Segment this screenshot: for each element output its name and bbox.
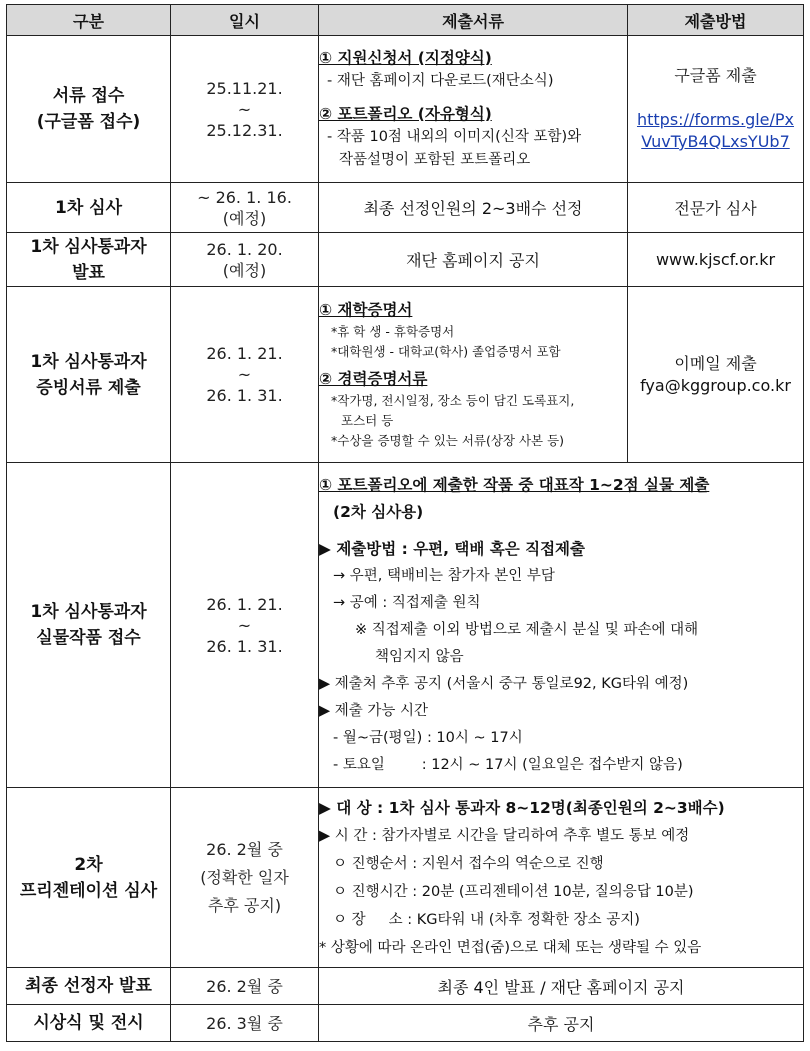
documents-cell: 추후 공지: [319, 1005, 804, 1042]
category-cell: [7, 968, 171, 1005]
category-line: 2차: [74, 854, 103, 875]
table-row: [7, 233, 804, 287]
category-line: 1차 심사통과자: [30, 351, 147, 372]
date-line: 26. 1. 31.: [206, 386, 283, 405]
website-link[interactable]: www.kjscf.or.kr: [628, 233, 804, 287]
documents-cell: 최종 4인 발표 / 재단 홈페이지 공지: [319, 968, 804, 1005]
doc-line: ▶ 제출처 추후 공지 (서울시 중구 통일로92, KG타워 예정): [319, 675, 689, 692]
email-link[interactable]: fya@kggroup.co.kr: [640, 375, 791, 395]
doc-line: ㅇ 진행시간 : 20분 (프리젠테이션 10분, 질의응답 10분): [333, 883, 694, 900]
category-cell: [7, 1005, 171, 1042]
doc-line: - 월~금(평일) : 10시 ~ 17시: [333, 729, 523, 746]
category-line: 1차 심사통과자: [30, 602, 147, 622]
doc-line: ㅇ 진행순서 : 지원서 접수의 역순으로 진행: [333, 855, 604, 872]
documents-cell: [319, 36, 628, 183]
doc-line: * 상황에 따라 온라인 면접(줌)으로 대체 또는 생략될 수 있음: [319, 939, 702, 956]
date-line: (예정): [222, 260, 267, 280]
table-row: [7, 183, 804, 233]
doc-line: ㅇ 장 소 : KG타워 내 (차후 정확한 장소 공지): [333, 911, 640, 928]
date-line: 26. 2월 중: [206, 976, 283, 996]
category-cell: [7, 183, 171, 233]
doc-line: ※ 직접제출 이외 방법으로 제출시 분실 및 파손에 대해: [355, 621, 699, 638]
category-line: 실물작품 접수: [36, 628, 141, 648]
method-cell: [628, 287, 804, 463]
documents-cell: 최종 선정인원의 2~3배수 선정: [319, 183, 628, 233]
header-method: 제출방법: [628, 5, 804, 36]
doc-line: ▶ 시 간 : 참가자별로 시간을 달리하여 추후 별도 통보 예정: [319, 827, 690, 844]
link-line[interactable]: VuvTyB4QLxsYUb7: [641, 132, 790, 151]
category-line: 1차 심사: [54, 197, 122, 218]
date-line: 26. 1. 21.: [206, 594, 283, 614]
date-line: 26. 3월 중: [206, 1013, 283, 1033]
doc-item-title: ② 경력증명서류: [319, 369, 428, 388]
header-date: 일시: [171, 5, 319, 36]
doc-line: ▶ 제출 가능 시간: [319, 702, 429, 719]
header-category: 구분: [7, 5, 171, 36]
date-line: 26. 2월 중: [206, 839, 283, 859]
doc-line: → 공예 : 직접제출 원칙: [333, 594, 481, 611]
date-cell: [171, 287, 319, 463]
method-cell: 전문가 심사: [628, 183, 804, 233]
date-line: 25.12.31.: [206, 120, 283, 140]
date-line: 26. 1. 20.: [206, 239, 283, 259]
method-text: 구글폼 제출: [674, 66, 757, 85]
link-line[interactable]: https://forms.gle/Px: [636, 110, 795, 129]
doc-item-detail: - 작품 10점 내외의 이미지(신작 포함)와: [327, 128, 582, 145]
category-line: 시상식 및 전시: [33, 1013, 144, 1033]
doc-item-detail: 작품설명이 포함된 포트폴리오: [339, 151, 531, 168]
doc-line: 책임지지 않음: [375, 648, 464, 665]
date-line: 26. 1. 31.: [206, 636, 283, 656]
category-line: (구글폼 접수): [36, 112, 141, 132]
doc-item-detail: - 재단 홈페이지 다운로드(재단소식): [327, 72, 554, 89]
table-row: [7, 1005, 804, 1042]
category-line: 증빙서류 제출: [36, 377, 141, 398]
doc-item-detail: *휴 학 생 - 휴학증명서: [331, 323, 455, 339]
category-cell: [7, 463, 171, 788]
table-row: [7, 463, 804, 788]
date-line: ~: [237, 615, 252, 635]
doc-item-detail: *수상을 증명할 수 있는 서류(상장 사본 등): [331, 432, 565, 448]
documents-cell: 재단 홈페이지 공지: [319, 233, 628, 287]
doc-line: ▶ 제출방법 : 우편, 택배 혹은 직접제출: [319, 539, 586, 558]
date-line: 26. 1. 21.: [206, 344, 283, 363]
category-line: 발표: [72, 262, 105, 283]
documents-cell: [319, 788, 804, 968]
category-line: 최종 선정자 발표: [25, 976, 152, 996]
doc-item-title: (2차 심사용): [333, 502, 424, 521]
date-line: ~ 26. 1. 16.: [197, 187, 292, 207]
method-cell: [628, 36, 804, 183]
date-cell: [171, 788, 319, 968]
date-cell: [171, 233, 319, 287]
category-cell: [7, 233, 171, 287]
table-row: [7, 788, 804, 968]
doc-item-title: ② 포트폴리오 (자유형식): [319, 104, 492, 123]
doc-line: - 토요일 : 12시 ~ 17시 (일요일은 접수받지 않음): [333, 756, 683, 773]
header-documents: 제출서류: [319, 5, 628, 36]
category-cell: [7, 36, 171, 183]
category-cell: [7, 287, 171, 463]
date-cell: [171, 1005, 319, 1042]
doc-line: ▶ 대 상 : 1차 심사 통과자 8~12명(최종인원의 2~3배수): [319, 798, 725, 817]
category-cell: [7, 788, 171, 968]
table-row: [7, 968, 804, 1005]
date-line: 추후 공지): [207, 895, 282, 915]
date-cell: [171, 463, 319, 788]
date-line: ~: [237, 365, 252, 384]
doc-line: → 우편, 택배비는 참가자 본인 부담: [333, 567, 555, 584]
date-cell: [171, 183, 319, 233]
date-cell: [171, 968, 319, 1005]
table-row: [7, 36, 804, 183]
category-line: 1차 심사통과자: [30, 236, 147, 257]
date-line: (예정): [222, 208, 267, 228]
method-text: 이메일 제출: [674, 353, 757, 373]
doc-item-title: ① 재학증명서: [319, 300, 413, 319]
date-cell: [171, 36, 319, 183]
documents-cell: [319, 463, 804, 788]
header-row: [7, 5, 804, 36]
date-line: 25.11.21.: [206, 78, 283, 98]
doc-item-title: ① 지원신청서 (지정양식): [319, 48, 492, 67]
date-line: ~: [237, 99, 252, 119]
category-line: 서류 접수: [52, 86, 125, 106]
documents-cell: [319, 287, 628, 463]
date-line: (정확한 일자: [200, 867, 289, 887]
table-row: [7, 287, 804, 463]
google-form-link[interactable]: [628, 109, 803, 153]
category-line: 프리젠테이션 심사: [19, 880, 158, 901]
doc-item-detail: *작가명, 전시일정, 장소 등이 담긴 도록표지,: [331, 392, 575, 408]
schedule-table: [6, 4, 804, 1042]
doc-item-detail: 포스터 등: [341, 412, 394, 428]
doc-item-title: ① 포트폴리오에 제출한 작품 중 대표작 1~2점 실물 제출: [319, 475, 710, 494]
doc-item-detail: *대학원생 - 대학교(학사) 졸업증명서 포함: [331, 343, 561, 359]
